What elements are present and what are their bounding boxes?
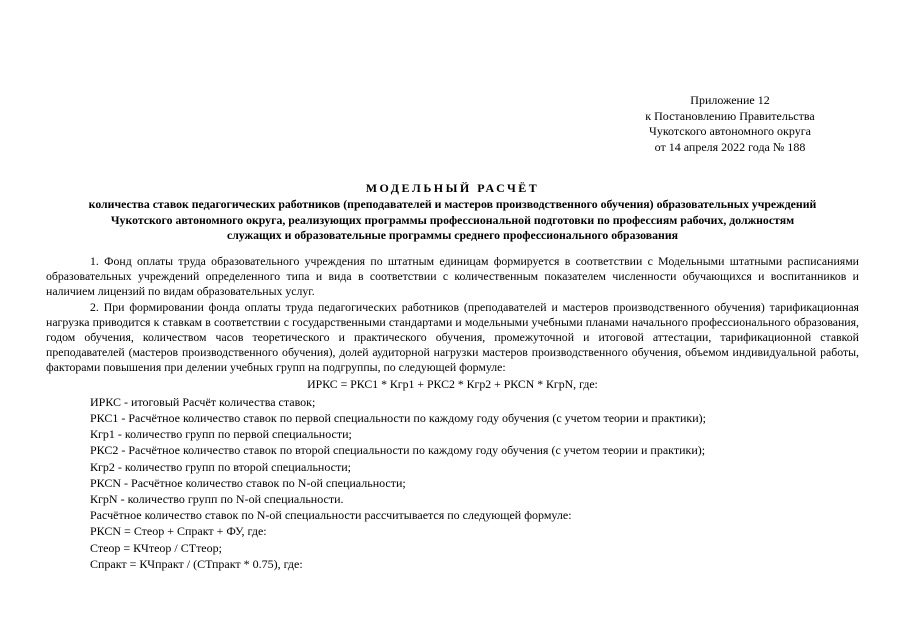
definition-item: Кгр1 - количество групп по первой специальности; xyxy=(90,427,352,442)
paragraph-1: 1. Фонд оплаты труда образовательного учреждения по штатным единицам формируется в соответствии с Модельными штатными расписаниями образовательных учреждений определенного типа и вида в соответствии с количественным показателем численности обучающихся и воспитанников и наличием лицензий по видам образовательных услуг. xyxy=(46,254,859,299)
appendix-block xyxy=(600,93,860,155)
document-subtitle xyxy=(46,197,859,244)
subtitle-line-3: служащих и образовательные программы среднего профессионального образования xyxy=(226,228,679,242)
definition-item: РКС1 - Расчётное количество ставок по первой специальности по каждому году обучения (с учетом теории и практики); xyxy=(90,411,706,426)
definition-item: ИРКС - итоговый Расчёт количества ставок; xyxy=(90,394,316,409)
definition-item: КгрN - количество групп по N-ой специальности. xyxy=(90,492,344,507)
appendix-line-4: от 14 апреля 2022 года № 188 xyxy=(654,139,806,154)
document-body xyxy=(46,254,859,572)
definition-item: Расчётное количество ставок по N-ой специальности рассчитывается по следующей формуле: xyxy=(90,508,572,523)
appendix-line-3: Чукотского автономного округа xyxy=(649,124,811,138)
main-formula: ИРКС = РКС1 * Кгр1 + РКС2 * Кгр2 + РКСN * КгрN, где: xyxy=(307,376,598,391)
definition-item: РКС2 - Расчётное количество ставок по второй специальности по каждому году обучения (с учетом теории и практики); xyxy=(90,443,706,458)
appendix-line-2: к Постановлению Правительства xyxy=(645,108,815,123)
definitions-list xyxy=(90,394,859,572)
definition-item: РКСN = Стеор + Спракт + ФУ, где: xyxy=(90,524,267,539)
subtitle-line-1: количества ставок педагогических работников (преподавателей и мастеров производственного обучения) образовательных учреждений xyxy=(88,197,817,211)
definition-item: Стеор = КЧтеор / СТтеор; xyxy=(90,540,222,555)
subtitle-line-2: Чукотского автономного округа, реализующих программы профессиональной подготовки по профессиям рабочих, должностям xyxy=(110,212,795,227)
paragraph-2: 2. При формировании фонда оплаты труда педагогических работников (преподавателей и мастеров производственного обучения) тарификационная нагрузка приводится к ставкам в соответствии с государственными стандартами и модельными учебными планами начального профессионального образования, годом обучения, количеством часов теоретического и практического обучения, промежуточной и итоговой аттестации, тарификационной ставкой преподавателей (мастеров производственного обучения), долей аудиторной нагрузки мастеров производственного обучения, объемом индивидуальной работы, факторами повышения при делении учебных групп на подгруппы, по следующей формуле: xyxy=(46,299,859,375)
definition-item: Кгр2 - количество групп по второй специальности; xyxy=(90,459,351,474)
definition-item: РКСN - Расчётное количество ставок по N-ой специальности; xyxy=(90,475,406,490)
definition-item: Спракт = КЧпракт / (СТпракт * 0.75), где: xyxy=(90,556,303,571)
appendix-line-1: Приложение 12 xyxy=(690,93,770,107)
document-title: МОДЕЛЬНЫЙ РАСЧЁТ xyxy=(365,181,540,195)
